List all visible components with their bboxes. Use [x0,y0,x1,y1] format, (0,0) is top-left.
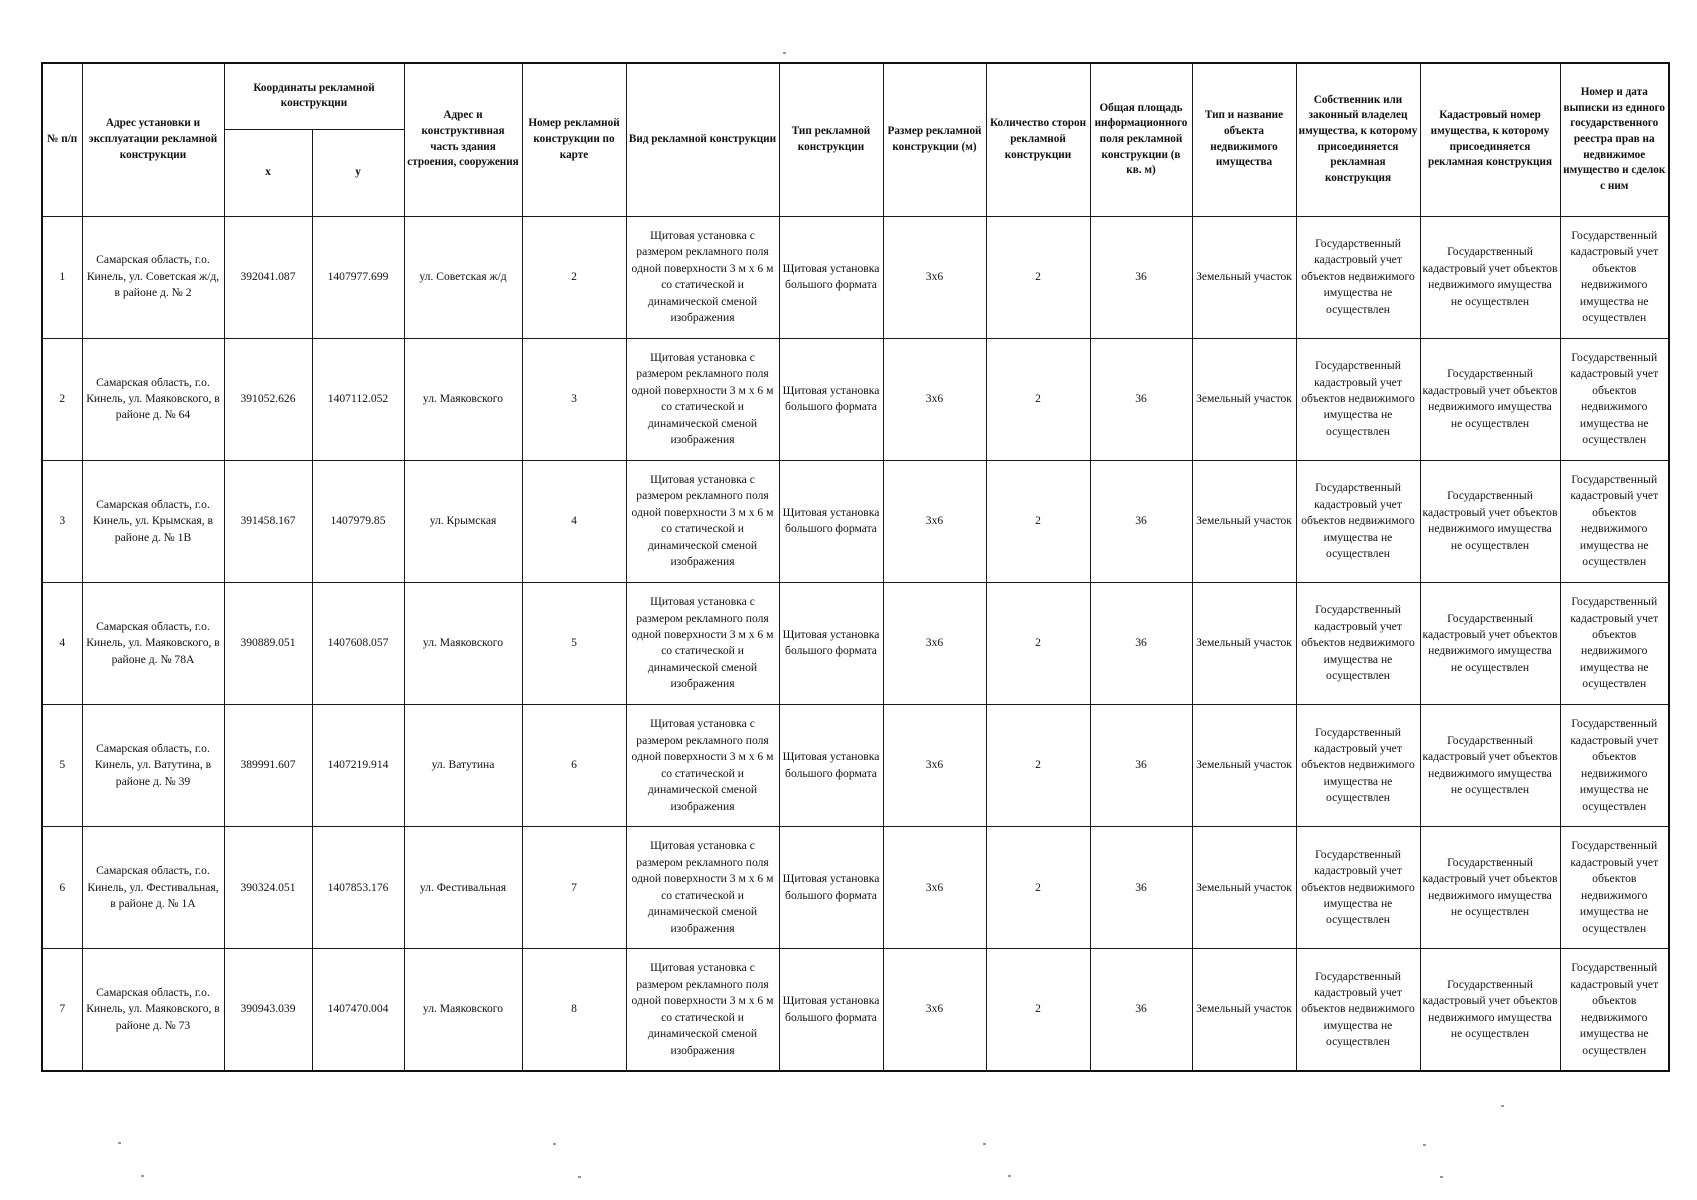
cell-object: Земельный участок [1192,582,1296,704]
cell-owner: Государственный кадастровый учет объектов недвижимого имущества не осуществлен [1296,827,1420,949]
cell-building: ул. Фестивальная [404,827,522,949]
cell-y: 1407470.004 [312,949,404,1071]
table-row [42,216,1669,338]
cell-x: 390889.051 [224,582,312,704]
cell-num: 6 [42,827,82,949]
cell-registry: Государственный кадастровый учет объектов недвижимого имущества не осуществлен [1560,338,1669,460]
cell-y: 1407608.057 [312,582,404,704]
cell-cadastral: Государственный кадастровый учет объектов недвижимого имущества не осуществлен [1420,949,1560,1071]
cell-type: Щитовая установка большого формата [779,338,883,460]
cell-owner: Государственный кадастровый учет объектов недвижимого имущества не осуществлен [1296,460,1420,582]
cell-sides: 2 [986,460,1090,582]
scan-speck [983,1143,986,1145]
cell-kind: Щитовая установка с размером рекламного поля одной поверхности 3 м х 6 м со статической и динамической сменой изображения [626,460,779,582]
cell-building: ул. Крымская [404,460,522,582]
cell-x: 389991.607 [224,705,312,827]
cell-type: Щитовая установка большого формата [779,705,883,827]
cell-address: Самарская область, г.о. Кинель, ул. Советская ж/д, в районе д. № 2 [82,216,224,338]
cell-size: 3х6 [883,582,986,704]
cell-building: ул. Маяковского [404,582,522,704]
cell-registry: Государственный кадастровый учет объектов недвижимого имущества не осуществлен [1560,705,1669,827]
cell-type: Щитовая установка большого формата [779,460,883,582]
cell-registry: Государственный кадастровый учет объектов недвижимого имущества не осуществлен [1560,949,1669,1071]
cell-sides: 2 [986,338,1090,460]
cell-owner: Государственный кадастровый учет объектов недвижимого имущества не осуществлен [1296,216,1420,338]
cell-map-no: 4 [522,460,626,582]
cell-owner: Государственный кадастровый учет объектов недвижимого имущества не осуществлен [1296,338,1420,460]
cell-type: Щитовая установка большого формата [779,216,883,338]
cell-address: Самарская область, г.о. Кинель, ул. Ватутина, в районе д. № 39 [82,705,224,827]
header-size: Размер рекламной конструкции (м) [883,63,986,216]
cell-x: 391458.167 [224,460,312,582]
cell-building: ул. Маяковского [404,338,522,460]
cell-cadastral: Государственный кадастровый учет объектов недвижимого имущества не осуществлен [1420,216,1560,338]
cell-sides: 2 [986,949,1090,1071]
cell-y: 1407977.699 [312,216,404,338]
cell-address: Самарская область, г.о. Кинель, ул. Крымская, в районе д. № 1В [82,460,224,582]
cell-building: ул. Маяковского [404,949,522,1071]
cell-address: Самарская область, г.о. Кинель, ул. Маяковского, в районе д. № 73 [82,949,224,1071]
scan-speck [118,1142,121,1144]
header-map-no: Номер рекламной конструкции по карте [522,63,626,216]
table-row [42,705,1669,827]
cell-registry: Государственный кадастровый учет объектов недвижимого имущества не осуществлен [1560,827,1669,949]
cell-num: 1 [42,216,82,338]
header-coord-y: y [312,129,404,216]
cell-size: 3х6 [883,949,986,1071]
cell-sides: 2 [986,582,1090,704]
cell-registry: Государственный кадастровый учет объектов недвижимого имущества не осуществлен [1560,460,1669,582]
cell-object: Земельный участок [1192,338,1296,460]
table-row [42,338,1669,460]
cell-sides: 2 [986,827,1090,949]
cell-size: 3х6 [883,827,986,949]
cell-owner: Государственный кадастровый учет объектов недвижимого имущества не осуществлен [1296,705,1420,827]
header-area: Общая площадь информационного поля рекламной конструкции (в кв. м) [1090,63,1192,216]
scan-speck [1008,1175,1011,1177]
table-row [42,582,1669,704]
cell-kind: Щитовая установка с размером рекламного поля одной поверхности 3 м х 6 м со статической и динамической сменой изображения [626,582,779,704]
cell-owner: Государственный кадастровый учет объектов недвижимого имущества не осуществлен [1296,949,1420,1071]
table-row [42,460,1669,582]
cell-area: 36 [1090,949,1192,1071]
table-body [42,216,1669,1071]
cell-num: 7 [42,949,82,1071]
cell-area: 36 [1090,216,1192,338]
cell-map-no: 7 [522,827,626,949]
cell-type: Щитовая установка большого формата [779,827,883,949]
cell-object: Земельный участок [1192,949,1296,1071]
cell-cadastral: Государственный кадастровый учет объектов недвижимого имущества не осуществлен [1420,705,1560,827]
cell-size: 3х6 [883,705,986,827]
cell-y: 1407979.85 [312,460,404,582]
cell-num: 5 [42,705,82,827]
cell-building: ул. Ватутина [404,705,522,827]
cell-map-no: 8 [522,949,626,1071]
cell-area: 36 [1090,460,1192,582]
scan-speck [141,1175,144,1177]
cell-kind: Щитовая установка с размером рекламного поля одной поверхности 3 м х 6 м со статической и динамической сменой изображения [626,216,779,338]
scan-speck [1501,1105,1504,1107]
cell-kind: Щитовая установка с размером рекламного поля одной поверхности 3 м х 6 м со статической и динамической сменой изображения [626,705,779,827]
cell-sides: 2 [986,216,1090,338]
header-object: Тип и название объекта недвижимого имущества [1192,63,1296,216]
cell-area: 36 [1090,338,1192,460]
cell-cadastral: Государственный кадастровый учет объектов недвижимого имущества не осуществлен [1420,338,1560,460]
cell-object: Земельный участок [1192,705,1296,827]
cell-type: Щитовая установка большого формата [779,949,883,1071]
header-coord-x: x [224,129,312,216]
scan-speck [578,1176,581,1178]
header-owner: Собственник или законный владелец имущества, к которому присоединяется рекламная конструкция [1296,63,1420,216]
scan-speck [1423,1144,1426,1146]
cell-address: Самарская область, г.о. Кинель, ул. Маяковского, в районе д. № 78А [82,582,224,704]
cell-cadastral: Государственный кадастровый учет объектов недвижимого имущества не осуществлен [1420,460,1560,582]
table-row [42,827,1669,949]
scan-speck [1440,1176,1443,1178]
cell-area: 36 [1090,705,1192,827]
cell-x: 392041.087 [224,216,312,338]
cell-num: 4 [42,582,82,704]
advertising-structures-table [41,62,1670,1072]
cell-address: Самарская область, г.о. Кинель, ул. Маяковского, в районе д. № 64 [82,338,224,460]
scan-speck [783,52,786,54]
cell-map-no: 2 [522,216,626,338]
cell-y: 1407853.176 [312,827,404,949]
header-registry: Номер и дата выписки из единого государственного реестра прав на недвижимое имущество и сделок с ним [1560,63,1669,216]
cell-type: Щитовая установка большого формата [779,582,883,704]
header-num: № п/п [42,63,82,216]
header-building: Адрес и конструктивная часть здания строения, сооружения [404,63,522,216]
cell-cadastral: Государственный кадастровый учет объектов недвижимого имущества не осуществлен [1420,827,1560,949]
cell-object: Земельный участок [1192,827,1296,949]
header-address: Адрес установки и эксплуатации рекламной конструкции [82,63,224,216]
cell-object: Земельный участок [1192,216,1296,338]
cell-registry: Государственный кадастровый учет объектов недвижимого имущества не осуществлен [1560,216,1669,338]
cell-map-no: 5 [522,582,626,704]
cell-address: Самарская область, г.о. Кинель, ул. Фестивальная, в районе д. № 1А [82,827,224,949]
cell-x: 391052.626 [224,338,312,460]
header-kind: Вид рекламной конструкции [626,63,779,216]
cell-size: 3х6 [883,338,986,460]
cell-size: 3х6 [883,460,986,582]
cell-kind: Щитовая установка с размером рекламного поля одной поверхности 3 м х 6 м со статической и динамической сменой изображения [626,338,779,460]
cell-kind: Щитовая установка с размером рекламного поля одной поверхности 3 м х 6 м со статической и динамической сменой изображения [626,827,779,949]
cell-map-no: 3 [522,338,626,460]
cell-cadastral: Государственный кадастровый учет объектов недвижимого имущества не осуществлен [1420,582,1560,704]
cell-kind: Щитовая установка с размером рекламного поля одной поверхности 3 м х 6 м со статической и динамической сменой изображения [626,949,779,1071]
cell-object: Земельный участок [1192,460,1296,582]
cell-registry: Государственный кадастровый учет объектов недвижимого имущества не осуществлен [1560,582,1669,704]
scan-speck [553,1143,556,1145]
cell-sides: 2 [986,705,1090,827]
cell-owner: Государственный кадастровый учет объектов недвижимого имущества не осуществлен [1296,582,1420,704]
cell-y: 1407219.914 [312,705,404,827]
cell-building: ул. Советская ж/д [404,216,522,338]
cell-y: 1407112.052 [312,338,404,460]
cell-map-no: 6 [522,705,626,827]
table-header [42,63,1669,216]
cell-num: 2 [42,338,82,460]
cell-num: 3 [42,460,82,582]
cell-area: 36 [1090,582,1192,704]
header-coords: Координаты рекламной конструкции [224,63,404,129]
header-type: Тип рекламной конструкции [779,63,883,216]
cell-size: 3х6 [883,216,986,338]
cell-x: 390324.051 [224,827,312,949]
header-sides: Количество сторон рекламной конструкции [986,63,1090,216]
header-cadastral: Кадастровый номер имущества, к которому присоединяется рекламная конструкция [1420,63,1560,216]
cell-area: 36 [1090,827,1192,949]
cell-x: 390943.039 [224,949,312,1071]
table-row [42,949,1669,1071]
